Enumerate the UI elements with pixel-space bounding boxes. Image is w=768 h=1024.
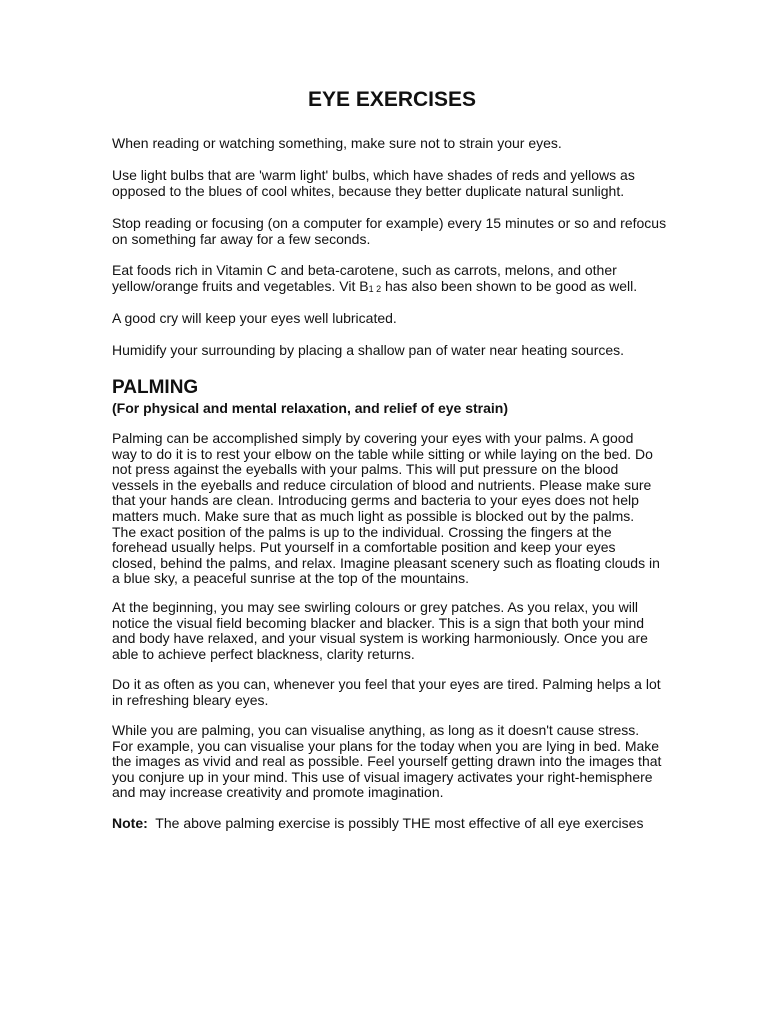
note-paragraph xyxy=(112,816,682,832)
text-line: not press against the eyeballs with your palms. This will put pressure on the blood xyxy=(112,461,619,478)
note-line xyxy=(112,816,682,832)
tip-paragraph xyxy=(112,216,682,247)
tip-paragraph xyxy=(112,311,682,327)
text-line: the images as vivid and real as possible. Feel yourself getting drawn into the images that xyxy=(112,753,662,770)
tip-paragraph xyxy=(112,168,682,199)
text-line: Stop reading or focusing (on a computer for example) every 15 minutes or so and refocus xyxy=(112,215,667,231)
palming-paragraph xyxy=(112,723,682,801)
note-label: Note: xyxy=(112,815,148,831)
section-heading: PALMING xyxy=(112,377,199,398)
text-line: and body have relaxed, and your visual system is working harmoniously. Once you are xyxy=(112,630,648,647)
text-line: forehead usually helps. Put yourself in a comfortable position and keep your eyes xyxy=(112,539,616,556)
text-line: When reading or watching something, make sure not to strain your eyes. xyxy=(112,135,562,151)
text-line: Do it as often as you can, whenever you feel that your eyes are tired. Palming helps a lot xyxy=(112,676,661,692)
text-line: Use light bulbs that are 'warm light' bulbs, which have shades of reds and yellows as xyxy=(112,167,635,183)
page-title: EYE EXERCISES xyxy=(307,88,477,111)
palming-paragraph xyxy=(112,677,682,708)
text-line: vessels in the eyeballs and reduce circulation of blood and nutrients. Please make sure xyxy=(112,476,652,493)
text-line: you conjure up in your mind. This use of visual imagery activates your right-hemisphere xyxy=(112,768,653,785)
text-line: and may increase creativity and promote imagination. xyxy=(112,784,444,801)
vitamin-text-before: yellow/orange fruits and vegetables. Vit B xyxy=(112,277,369,294)
text-line: Eat foods rich in Vitamin C and beta-carotene, such as carrots, melons, and other xyxy=(112,262,617,278)
text-line: The exact position of the palms is up to the individual. Crossing the fingers at the xyxy=(112,523,612,540)
tip-paragraph xyxy=(112,263,682,296)
text-line: While you are palming, you can visualise anything, as long as it doesn't cause stress. xyxy=(112,722,640,738)
text-line: able to achieve perfect blackness, clarity returns. xyxy=(112,645,415,662)
text-line: in refreshing bleary eyes. xyxy=(112,691,269,708)
text-line: notice the visual field becoming blacker and blacker. This is a sign that both your mind xyxy=(112,614,645,631)
text-line: For example, you can visualise your plans for the today when you are lying in bed. Make xyxy=(112,737,660,754)
vitamin-subscript: 1 2 xyxy=(368,283,382,294)
text-line: a blue sky, a peaceful sunrise at the top of the mountains. xyxy=(112,570,469,587)
palming-paragraph xyxy=(112,600,682,662)
tip-paragraph xyxy=(112,343,682,359)
note-text: The above palming exercise is possibly THE most effective of all eye exercises xyxy=(147,815,644,831)
text-line: way to do it is to rest your elbow on the table while sitting or while laying on the bed. Do xyxy=(112,445,653,462)
text-line: Palming can be accomplished simply by covering your eyes with your palms. A good xyxy=(112,430,634,446)
vitamin-text-after: has also been shown to be good as well. xyxy=(381,277,638,294)
text-line: opposed to the blues of cool whites, because they better duplicate natural sunlight. xyxy=(112,182,625,199)
text-line: that your hands are clean. Introducing germs and bacteria to your eyes does not help xyxy=(112,492,639,509)
section-subheading: (For physical and mental relaxation, and relief of eye strain) xyxy=(112,400,508,416)
text-line: Humidify your surrounding by placing a shallow pan of water near heating sources. xyxy=(112,342,625,358)
tip-paragraph xyxy=(112,136,682,152)
text-line: matters much. Make sure that as much light as possible is blocked out by the palms. xyxy=(112,507,635,524)
text-line: on something far away for a few seconds. xyxy=(112,230,371,247)
palming-paragraph xyxy=(112,431,682,587)
text-line: At the beginning, you may see swirling colours or grey patches. As you relax, you will xyxy=(112,599,639,615)
vitamin-line xyxy=(112,279,682,297)
text-line: closed, behind the palms, and relax. Imagine pleasant scenery such as floating clouds in xyxy=(112,554,660,571)
text-line: A good cry will keep your eyes well lubricated. xyxy=(112,310,397,326)
